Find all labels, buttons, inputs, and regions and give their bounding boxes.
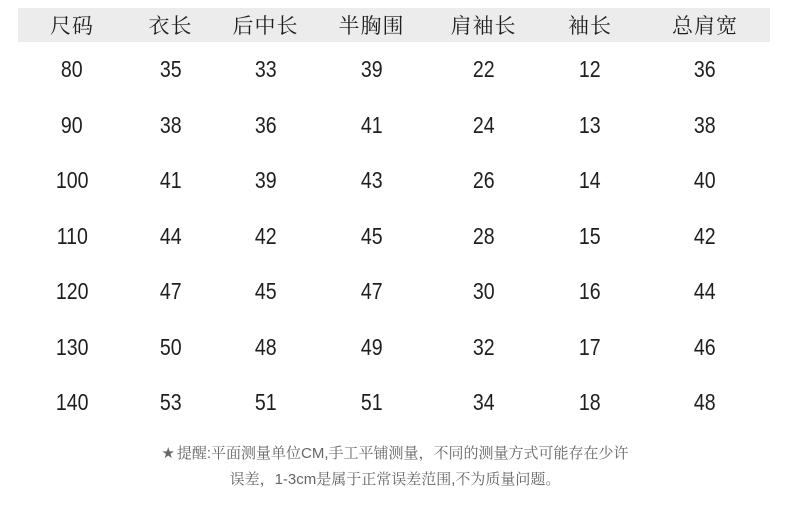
table-cell: 45 <box>254 278 277 305</box>
table-row <box>18 209 770 265</box>
table-cell: 39 <box>360 56 383 83</box>
table-cell: 140 <box>55 389 89 416</box>
table-cell: 46 <box>694 333 716 360</box>
table-cell: 50 <box>159 333 182 360</box>
table-cell: 41 <box>159 167 182 194</box>
table-cell: 130 <box>55 333 89 360</box>
table-row <box>18 153 770 209</box>
table-cell: 12 <box>579 56 601 83</box>
table-cell: 22 <box>472 56 495 83</box>
table-cell: 16 <box>579 278 601 305</box>
table-row <box>18 264 770 320</box>
table-header-row <box>18 8 770 42</box>
table-cell: 38 <box>159 111 182 138</box>
table-cell: 80 <box>61 56 83 83</box>
table-cell: 47 <box>360 278 383 305</box>
column-header-sleeve-length: 袖长 <box>568 15 612 38</box>
note-line-2: 误差，1-3cm是属于正常误差范围,不为质量问题。 <box>229 471 561 488</box>
table-cell: 28 <box>472 222 495 249</box>
table-cell: 44 <box>694 278 716 305</box>
table-cell: 36 <box>694 56 716 83</box>
table-row <box>18 42 770 98</box>
table-cell: 40 <box>694 167 716 194</box>
column-header-shoulder-width: 总肩宽 <box>672 15 738 38</box>
table-cell: 17 <box>579 333 601 360</box>
column-header-size: 尺码 <box>50 15 94 38</box>
star-icon: ★ <box>161 445 175 462</box>
table-cell: 51 <box>360 389 383 416</box>
table-cell: 120 <box>55 278 89 305</box>
table-row <box>18 320 770 376</box>
table-cell: 53 <box>159 389 182 416</box>
table-cell: 45 <box>360 222 383 249</box>
size-chart-table <box>18 8 770 431</box>
table-cell: 48 <box>694 389 716 416</box>
column-header-half-chest: 半胸围 <box>338 15 405 38</box>
table-cell: 39 <box>254 167 277 194</box>
table-cell: 51 <box>254 389 277 416</box>
table-cell: 42 <box>254 222 277 249</box>
measurement-note <box>0 441 790 493</box>
table-cell: 48 <box>254 333 277 360</box>
table-row <box>18 98 770 154</box>
table-cell: 100 <box>55 167 89 194</box>
table-cell: 24 <box>472 111 495 138</box>
table-cell: 42 <box>694 222 716 249</box>
table-cell: 14 <box>579 167 601 194</box>
table-cell: 18 <box>579 389 601 416</box>
table-cell: 43 <box>360 167 383 194</box>
table-cell: 44 <box>159 222 182 249</box>
column-header-back-length: 后中长 <box>232 15 299 38</box>
table-cell: 110 <box>56 222 88 249</box>
table-cell: 33 <box>254 56 277 83</box>
table-cell: 32 <box>472 333 495 360</box>
table-cell: 90 <box>61 111 83 138</box>
table-cell: 36 <box>254 111 277 138</box>
table-row <box>18 375 770 431</box>
table-cell: 41 <box>360 111 383 138</box>
table-cell: 30 <box>472 278 495 305</box>
table-cell: 34 <box>472 389 495 416</box>
column-header-garment-length: 衣长 <box>148 15 193 38</box>
table-cell: 47 <box>159 278 182 305</box>
table-cell: 15 <box>579 222 601 249</box>
column-header-shoulder-sleeve: 肩袖长 <box>450 15 517 38</box>
table-cell: 13 <box>579 111 601 138</box>
table-cell: 35 <box>159 56 182 83</box>
table-cell: 26 <box>472 167 495 194</box>
table-cell: 38 <box>694 111 716 138</box>
table-cell: 49 <box>360 333 383 360</box>
note-line-1: 提醒:平面测量单位CM,手工平铺测量，不同的测量方式可能存在少许 <box>176 445 629 462</box>
